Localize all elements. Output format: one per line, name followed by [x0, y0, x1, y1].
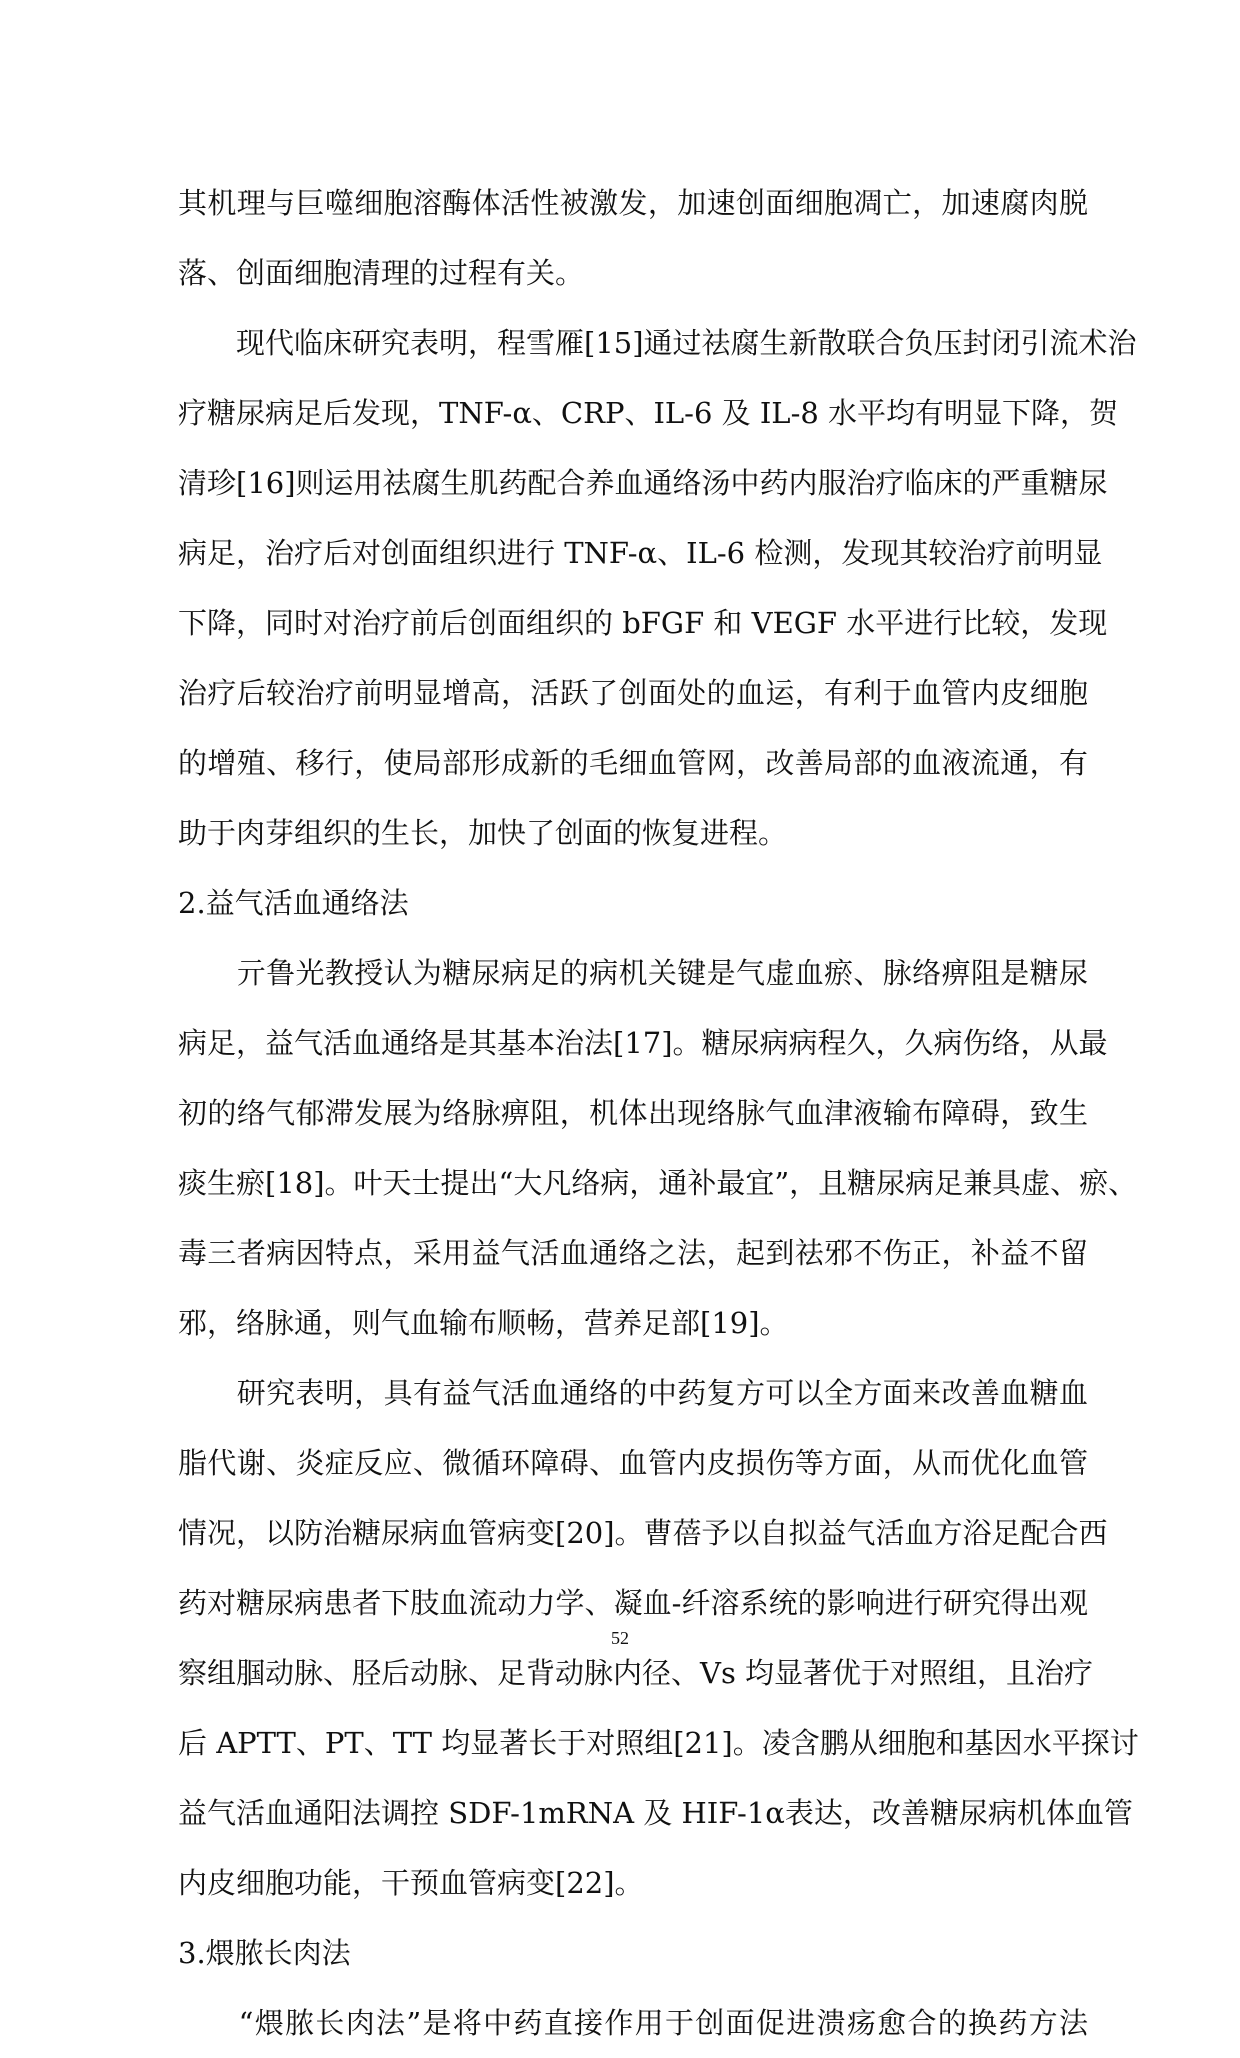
text-line: 清珍[16]则运用祛腐生肌药配合养血通络汤中药内服治疗临床的严重糖尿: [178, 466, 1108, 500]
text-line: 初的络气郁滞发展为络脉痹阻，机体出现络脉气血津液输布障碍，致生: [178, 1096, 1088, 1130]
text-line: 痰生瘀[18]。叶天士提出“大凡络病，通补最宜”，且糖尿病足兼具虚、瘀、: [178, 1166, 1138, 1200]
text-line: 的增殖、移行，使局部形成新的毛细血管网，改善局部的血液流通，有: [178, 746, 1088, 780]
text-line: 疗糖尿病足后发现，TNF-α、CRP、IL-6 及 IL-8 水平均有明显下降，贺: [178, 396, 1119, 430]
text-line: 治疗后较治疗前明显增高，活跃了创面处的血运，有利于血管内皮细胞: [178, 676, 1088, 710]
section-heading: 3.煨脓长肉法: [178, 1936, 351, 1970]
text-line: 亓鲁光教授认为糖尿病足的病机关键是气虚血瘀、脉络痹阻是糖尿: [178, 956, 1088, 990]
text-line: 病足，益气活血通络是其基本治法[17]。糖尿病病程久，久病伤络，从最: [178, 1026, 1108, 1060]
text-line: 其机理与巨噬细胞溶酶体活性被激发，加速创面细胞凋亡，加速腐肉脱: [178, 186, 1088, 220]
text-line: 脂代谢、炎症反应、微循环障碍、血管内皮损伤等方面，从而优化血管: [178, 1446, 1088, 1480]
body-text: [178, 168, 1139, 2058]
text-line: 后 APTT、PT、TT 均显著长于对照组[21]。凌含鹏从细胞和基因水平探讨: [178, 1726, 1139, 1760]
text-line: 助于肉芽组织的生长，加快了创面的恢复进程。: [178, 816, 788, 850]
text-line: 药对糖尿病患者下肢血流动力学、凝血-纤溶系统的影响进行研究得出观: [178, 1586, 1088, 1620]
text-line: 察组腘动脉、胫后动脉、足背动脉内径、Vs 均显著优于对照组，且治疗: [178, 1656, 1094, 1690]
text-line: “煨脓长肉法”是将中药直接作用于创面促进溃疡愈合的换药方法: [178, 2006, 1088, 2040]
text-line: 邪，络脉通，则气血输布顺畅，营养足部[19]。: [178, 1306, 789, 1340]
text-line: 下降，同时对治疗前后创面组织的 bFGF 和 VEGF 水平进行比较，发现: [178, 606, 1108, 640]
text-line: 毒三者病因特点，采用益气活血通络之法，起到祛邪不伤正，补益不留: [178, 1236, 1088, 1270]
text-line: 内皮细胞功能，干预血管病变[22]。: [178, 1866, 644, 1900]
text-line: 现代临床研究表明，程雪雁[15]通过祛腐生新散联合负压封闭引流术治: [178, 326, 1137, 360]
text-line: 益气活血通阳法调控 SDF-1mRNA 及 HIF-1α表达，改善糖尿病机体血管: [178, 1796, 1133, 1830]
text-line: 病足，治疗后对创面组织进行 TNF-α、IL-6 检测，发现其较治疗前明显: [178, 536, 1103, 570]
section-heading: 2.益气活血通络法: [178, 886, 409, 920]
text-line: 研究表明，具有益气活血通络的中药复方可以全方面来改善血糖血: [178, 1376, 1088, 1410]
page-number: 52: [611, 1628, 629, 1648]
text-line: 情况，以防治糖尿病血管病变[20]。曹蓓予以自拟益气活血方浴足配合西: [178, 1516, 1108, 1550]
text-line: 落、创面细胞清理的过程有关。: [178, 256, 585, 290]
